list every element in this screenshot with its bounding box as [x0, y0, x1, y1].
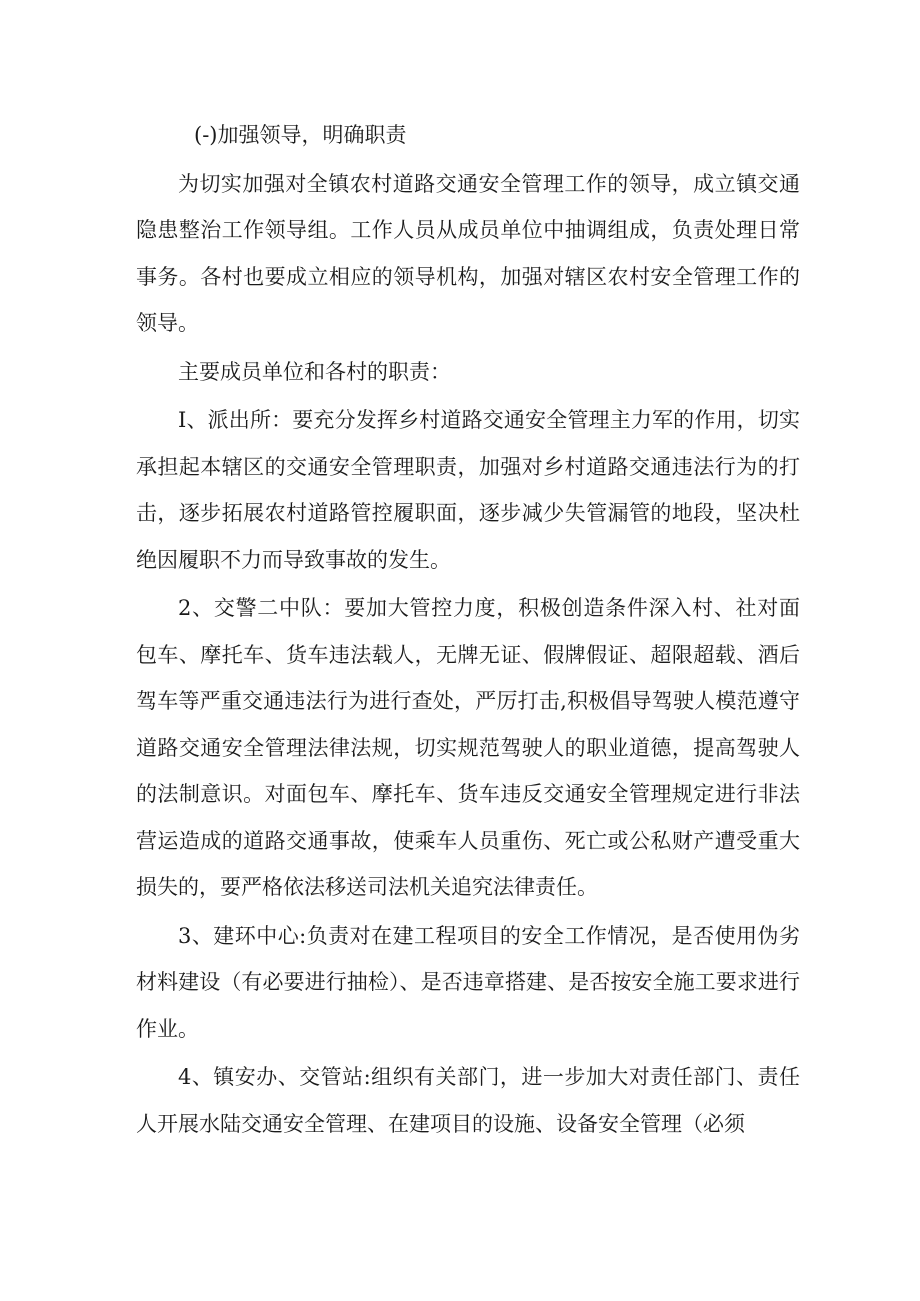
- paragraph-duties-intro: 主要成员单位和各村的职责：: [178, 359, 451, 384]
- paragraph-construction-center: 3、建环中心:负责对在建工程项目的安全工作情况，是否使用伪劣材料建设（有必要进行抽检）、是否违章搭建、是否按安全施工要求进行作业。: [136, 923, 800, 1041]
- section-heading: (-)加强领导，明确职责: [194, 123, 407, 147]
- paragraph-safety-office: 4、镇安办、交管站:组织有关部门，进一步加大对责任部门、责任人开展水陆交通安全管理、在建项目的设施、设备安全管理（必须: [136, 1065, 800, 1136]
- paragraph-police-station: I、派出所：要充分发挥乡村道路交通安全管理主力军的作用，切实承担起本辖区的交通安全管理职责，加强对乡村道路交通违法行为的打击，逐步拓展农村道路管控履职面，逐步减少失管漏管的地段，坚决杜绝因履职不力而导致事故的发生。: [136, 408, 800, 572]
- paragraph-leadership-group: 为切实加强对全镇农村道路交通安全管理工作的领导，成立镇交通隐患整治工作领导组。工作人员从成员单位中抽调组成，负责处理日常事务。各村也要成立相应的领导机构，加强对辖区农村安全管理工作的领导。: [136, 171, 800, 335]
- paragraph-traffic-police: 2、交警二中队：要加大管控力度，积极创造条件深入村、社对面包车、摩托车、货车违法载人，无牌无证、假牌假证、超限超载、酒后驾车等严重交通违法行为进行查处，严厉打击,积极倡导驾驶人模范遵守道路交通安全管理法律法规，切实规范驾驶人的职业道德，提高驾驶人的法制意识。对面包车、摩托车、货车违反交通安全管理规定进行非法营运造成的道路交通事故，使乘车人员重伤、死亡或公私财产遭受重大损失的，要严格依法移送司法机关追究法律责任。: [136, 596, 800, 899]
- document-body: [136, 112, 800, 1149]
